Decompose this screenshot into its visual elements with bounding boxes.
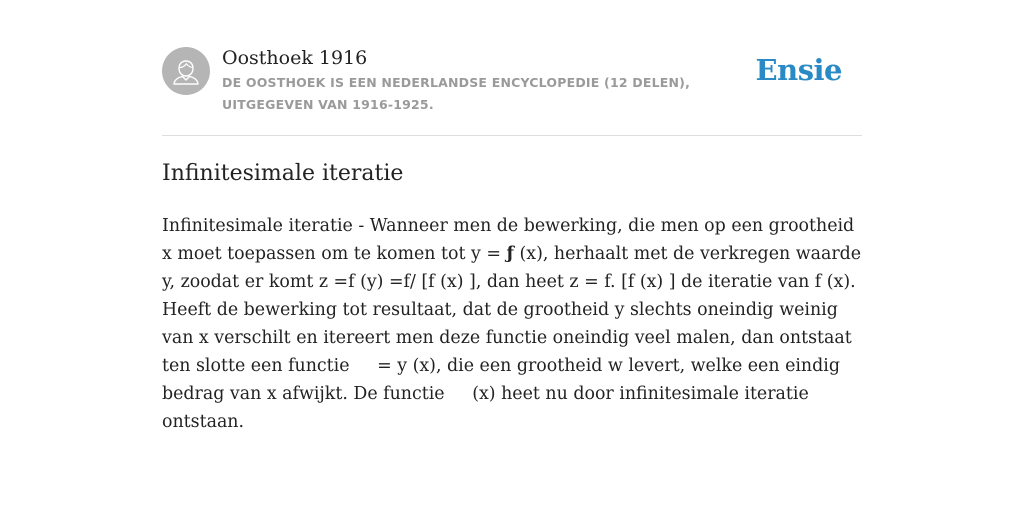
- avatar[interactable]: [162, 47, 210, 95]
- source-description: DE OOSTHOEK IS EEN NEDERLANDSE ENCYCLOPEDIE (12 DELEN), UITGEGEVEN VAN 1916-1925.: [222, 75, 691, 112]
- article-body: [162, 212, 867, 436]
- article-body-text: Infinitesimale iteratie - Wanneer men de bewerking, die men op een grootheid x moet toepassen om te komen tot y =: [162, 216, 855, 264]
- function-symbol: ƒ: [506, 244, 514, 264]
- article-title: Infinitesimale iteratie: [162, 161, 404, 186]
- source-name[interactable]: Oosthoek 1916: [222, 47, 368, 69]
- article-body-text: (x), herhaalt met de verkregen waarde y, zoodat er komt z =f (y) =f/ [f (x) ], dan heet z = f. [f (x) ] de iteratie van f (x). Heeft de bewerking tot resultaat, dat de grootheid y slechts oneindig weinig van x verschilt en itereert men deze functie oneindig veel malen, dan ontstaat ten slotte een functie = y (x), die een grootheid w levert, welke een eindig bedrag van x afwijkt. De functie (x) heet nu door infinitesimale iteratie ontstaan.: [162, 244, 867, 432]
- brand-logo[interactable]: Ensie: [755, 53, 842, 87]
- user-icon: [162, 47, 210, 95]
- divider: [162, 135, 862, 136]
- source-header: [162, 46, 862, 136]
